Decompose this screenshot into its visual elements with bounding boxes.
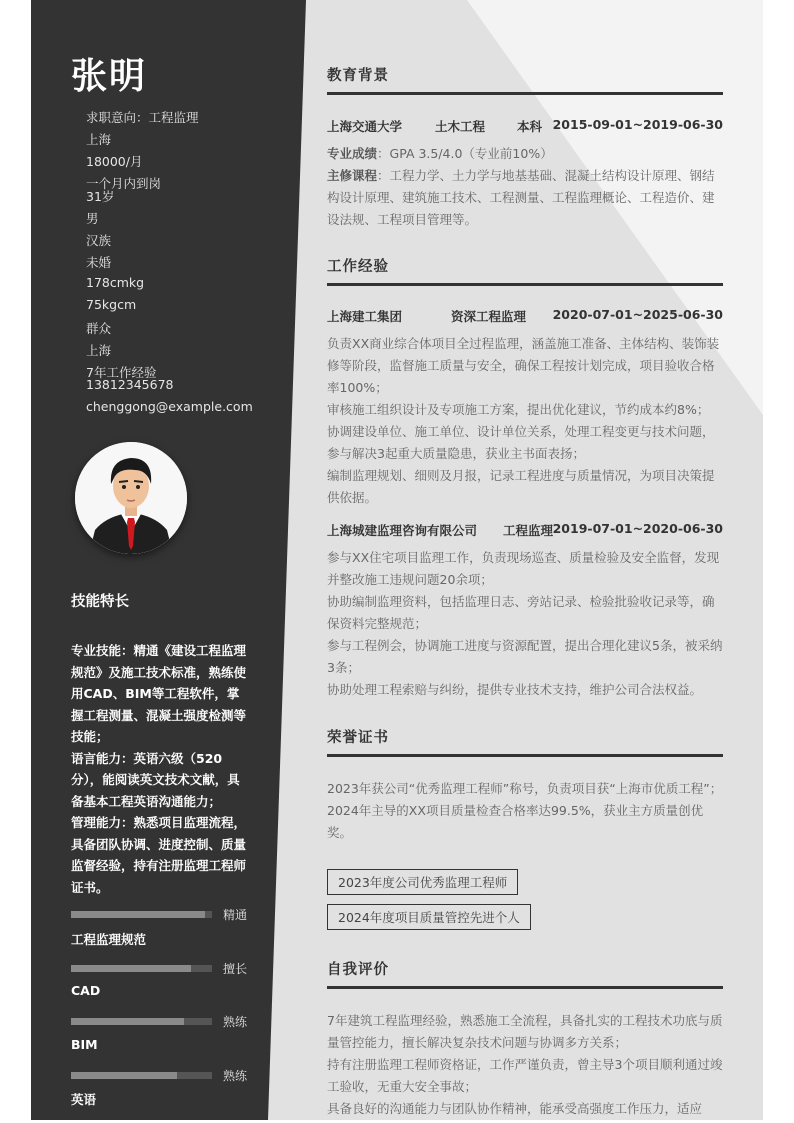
duty-item: 编制监理规划、细则及月报，记录工程进度与质量情况，为项目决策提供依据。	[327, 468, 715, 505]
skill-bar	[71, 1013, 261, 1027]
skill-bar	[71, 960, 261, 974]
skill-label: 管理能力：	[71, 815, 134, 830]
skill-bar	[71, 906, 261, 920]
section-divider	[327, 986, 723, 989]
skill-bar-track	[71, 1072, 212, 1079]
job-period: 2020-07-01~2025-06-30	[552, 307, 723, 322]
info-job-intent: 求职意向：工程监理	[86, 110, 199, 125]
section-divider	[327, 92, 723, 95]
education-period: 2015-09-01~2019-06-30	[552, 117, 723, 132]
skill-label: 语言能力：	[71, 750, 134, 766]
honors-section-title: 荣誉证书	[327, 730, 389, 746]
info-gender: 男	[86, 211, 99, 226]
skill-paragraph: 管理能力：熟悉项目监理流程，具备团队协调、进度控制、质量监督经验，持有注册监理工程师证书。	[71, 815, 247, 895]
duty-item: 负责XX商业综合体项目全过程监理，涵盖施工准备、主体结构、装饰装修等阶段，监督施工质量与安全，确保工程按计划完成，项目验收合格率100%；	[327, 336, 720, 395]
gpa-line: 专业成绩：GPA 3.5/4.0（专业前10%）	[327, 146, 553, 161]
info-availability: 一个月内到岗	[86, 176, 162, 191]
skill-bar-track	[71, 1018, 212, 1025]
job-duties	[327, 547, 723, 701]
section-divider	[327, 754, 723, 757]
job-position: 资深工程监理	[451, 309, 527, 324]
section-divider	[327, 283, 723, 286]
evaluation-item: 7年建筑工程监理经验，熟悉施工全流程，具备扎实的工程技术功底与质量管控能力，擅长解决复杂技术问题与协调多方关系；	[327, 1013, 723, 1050]
skill-level: 熟练	[223, 1069, 248, 1083]
info-political: 群众	[86, 321, 112, 336]
skill-name: 英语	[71, 1092, 97, 1107]
info-age: 31岁	[86, 189, 115, 204]
job-position: 工程监理	[503, 523, 554, 538]
skill-level: 精通	[223, 908, 248, 922]
skill-name: 工程监理规范	[71, 932, 147, 947]
certificate-tag: 2023年度公司优秀监理工程师	[327, 869, 518, 895]
job-duties	[327, 333, 723, 509]
honor-item: 2023年获公司“优秀监理工程师”称号，负责项目获“上海市优质工程”；	[327, 781, 723, 796]
skill-label: 专业技能：	[71, 643, 134, 658]
skill-bar-fill	[71, 965, 191, 972]
duty-item: 协助编制监理资料，包括监理日志、旁站记录、检验批验收记录等，确保资料完整规范；	[327, 594, 715, 631]
school-name: 上海交通大学	[327, 119, 403, 134]
info-hometown: 上海	[86, 343, 112, 358]
courses-label: 主修课程	[327, 168, 378, 183]
company-name: 上海城建监理咨询有限公司	[327, 523, 478, 538]
skill-paragraph: 专业技能：精通《建设工程监理规范》及施工技术标准，熟练使用CAD、BIM等工程软件，掌握工程测量、混凝土强度检测等技能；	[71, 643, 247, 744]
education-section-title: 教育背景	[327, 68, 389, 84]
info-email: chenggong@example.com	[86, 399, 253, 414]
sidebar	[31, 0, 306, 1120]
skill-bar-fill	[71, 1072, 177, 1079]
person-avatar-icon	[75, 442, 187, 554]
duty-item: 参与工程例会，协调施工进度与资源配置，提出合理化建议5条，被采纳3条；	[327, 638, 723, 675]
education-details	[327, 143, 723, 231]
info-ethnicity: 汉族	[86, 233, 112, 248]
info-experience: 7年工作经验	[86, 365, 157, 380]
duty-item: 参与XX住宅项目监理工作，负责现场巡查、质量检验及安全监督，发现并整改施工违规问题20余项；	[327, 550, 720, 587]
work-section-title: 工作经验	[327, 259, 389, 275]
info-height: 178cmkg	[86, 275, 145, 290]
candidate-name: 张明	[71, 56, 148, 97]
evaluation-item: 持有注册监理工程师资格证，工作严谨负责，曾主导3个项目顺利通过竣工验收，无重大安全事故；	[327, 1057, 723, 1094]
skills-description	[71, 640, 251, 898]
info-weight: 75kgcm	[86, 297, 137, 312]
certificate-tag: 2024年度项目质量管控先进个人	[327, 904, 531, 930]
avatar	[75, 442, 187, 554]
skill-bar-fill	[71, 1018, 184, 1025]
personal-info	[86, 108, 253, 421]
skill-bar	[71, 1067, 261, 1081]
job-period: 2019-07-01~2020-06-30	[552, 521, 723, 536]
major: 土木工程	[435, 119, 486, 134]
skill-paragraph: 语言能力：英语六级（520分），能阅读英文技术文献，具备基本工程英语沟通能力；	[71, 750, 240, 809]
skill-level: 熟练	[223, 1015, 248, 1029]
skill-bar-fill	[71, 911, 205, 918]
duty-item: 协调建设单位、施工单位、设计单位关系，处理工程变更与技术问题，参与解决3起重大质量隐患，获业主书面表扬；	[327, 424, 715, 461]
skill-bar-track	[71, 965, 212, 972]
skill-bar-track	[71, 911, 212, 918]
info-phone: 13812345678	[86, 377, 174, 392]
evaluation-item: 具备良好的沟通能力与团队协作精神，能承受高强度工作压力，适应	[327, 1101, 703, 1116]
honors-list	[327, 778, 723, 844]
self-evaluation-text	[327, 1010, 723, 1120]
info-city: 上海	[86, 132, 112, 147]
duty-item: 协助处理工程索赔与纠纷，提供专业技术支持，维护公司合法权益。	[327, 682, 703, 697]
skill-level: 擅长	[223, 962, 248, 976]
skills-section-title: 技能特长	[71, 594, 129, 610]
info-salary: 18000/月	[86, 154, 143, 169]
company-name: 上海建工集团	[327, 309, 403, 324]
gpa-label: 专业成绩	[327, 146, 378, 161]
info-marital: 未婚	[86, 255, 112, 270]
self-evaluation-section-title: 自我评价	[327, 962, 389, 978]
degree: 本科	[517, 119, 543, 134]
skill-name: BIM	[71, 1037, 98, 1052]
skill-name: CAD	[71, 983, 101, 998]
resume-page	[31, 0, 763, 1120]
honor-item: 2024年主导的XX项目质量检查合格率达99.5%，获业主方质量创优奖。	[327, 803, 704, 840]
courses-line: 主修课程：工程力学、土力学与地基基础、混凝土结构设计原理、钢结构设计原理、建筑施工技术、工程测量、工程监理概论、工程造价、建设法规、工程项目管理等。	[327, 168, 715, 227]
duty-item: 审核施工组织设计及专项施工方案，提出优化建议，节约成本约8%；	[327, 402, 710, 417]
